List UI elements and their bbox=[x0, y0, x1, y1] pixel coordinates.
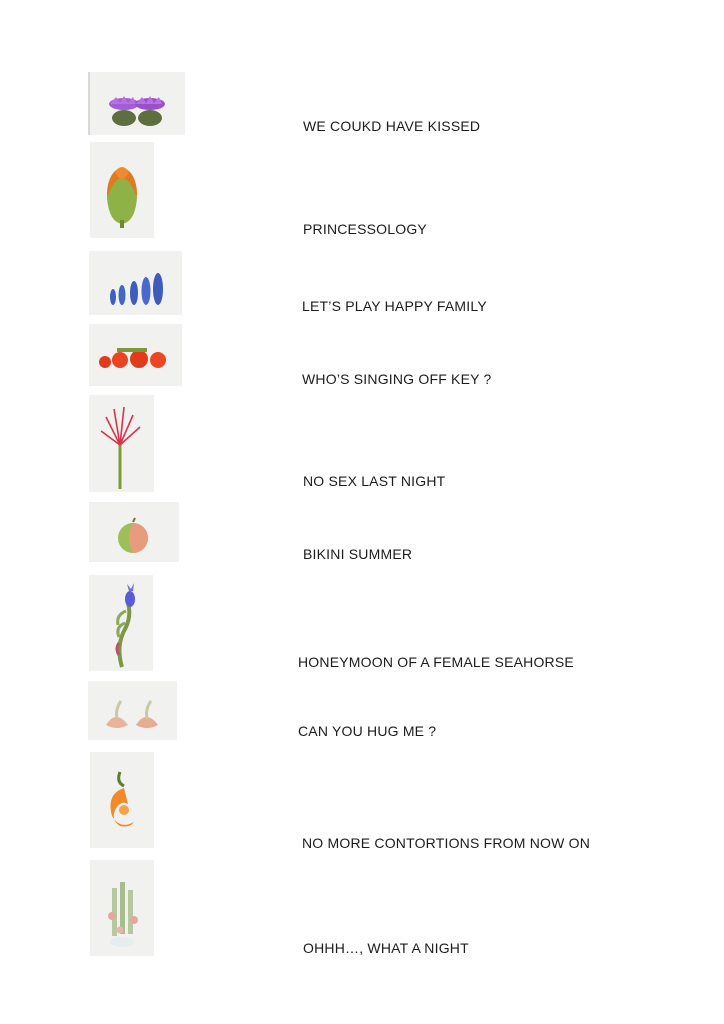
entry-title: NO MORE CONTORTIONS FROM NOW ON bbox=[302, 835, 591, 851]
photo-blue-flower-curled-stem bbox=[89, 575, 153, 671]
entry-title: NO SEX LAST NIGHT bbox=[303, 473, 446, 489]
photo-orange-green-bud bbox=[90, 142, 154, 238]
photo-red-berries-row bbox=[89, 324, 182, 386]
entry-title: PRINCESSOLOGY bbox=[303, 221, 427, 237]
entry-title: CAN YOU HUG ME ? bbox=[298, 723, 437, 739]
photo-orange-spiral-gourd bbox=[90, 752, 154, 848]
photo-blue-hyacinth-row bbox=[89, 251, 182, 315]
entry-title: BIKINI SUMMER bbox=[303, 546, 413, 562]
entry-title: WE COUKD HAVE KISSED bbox=[303, 118, 481, 134]
photo-red-feathery-stem bbox=[89, 395, 154, 492]
photo-mushroom-cluster bbox=[90, 860, 154, 956]
entry-title: WHO’S SINGING OFF KEY ? bbox=[302, 371, 492, 387]
entry-title: HONEYMOON OF A FEMALE SEAHORSE bbox=[298, 654, 574, 670]
entry-title: LET’S PLAY HAPPY FAMILY bbox=[302, 298, 487, 314]
entry-title: OHHH…, WHAT A NIGHT bbox=[303, 940, 469, 956]
photo-green-peach-fruit bbox=[89, 502, 179, 562]
photo-purple-thistle-pair bbox=[88, 72, 185, 135]
photo-two-pink-husks bbox=[88, 681, 177, 740]
